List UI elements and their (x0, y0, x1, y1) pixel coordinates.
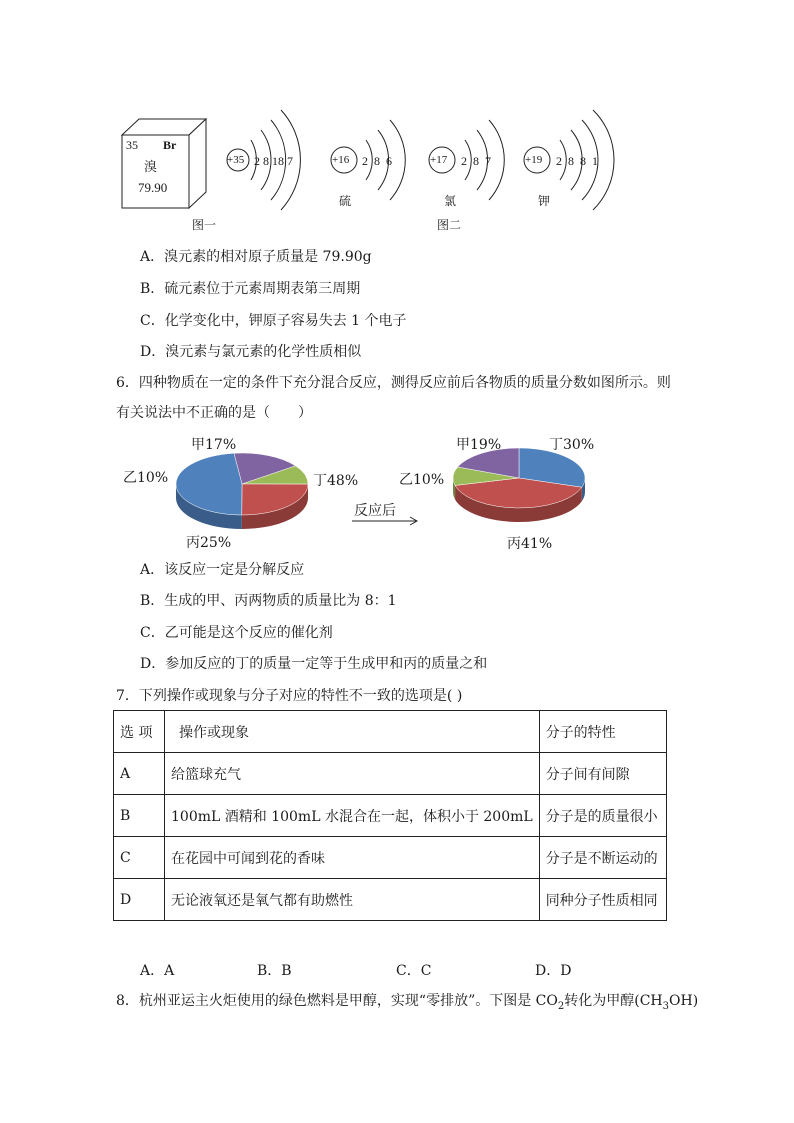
table-cell: 分子是的质量很小 (539, 795, 666, 837)
nucleus-br: +35 (227, 154, 245, 166)
table-header: 选 项 (114, 711, 165, 753)
table-row (114, 837, 667, 879)
label-chlorine: 氯 (444, 194, 457, 208)
table-cell: D (114, 879, 165, 921)
nucleus-k: +19 (525, 154, 543, 166)
shells-cl: 2 8 7 (461, 154, 491, 168)
q6-stem-line1: 6．四种物质在一定的条件下充分混合反应，测得反应前后各物质的质量分数如图所示。则 (116, 375, 671, 391)
pie1-label-ding: 丁48% (313, 473, 359, 489)
table-header: 分子的特性 (539, 711, 666, 753)
table-row (114, 879, 667, 921)
shells-k: 2 8 8 1 (556, 154, 598, 168)
atomic-number: 35 (126, 138, 138, 152)
table-row (114, 753, 667, 795)
q7-table (113, 710, 667, 921)
pie2-label-jia: 甲19% (456, 437, 502, 453)
table-cell: C (114, 837, 165, 879)
q5-option-d: D．溴元素与氯元素的化学性质相似 (140, 344, 362, 360)
label-sulfur: 硫 (339, 194, 352, 208)
q8-sub-ch3: 3 (662, 1000, 670, 1012)
q8-stem-text3: OH) (669, 993, 699, 1009)
q5-option-a: A．溴元素的相对原子质量是 79.90g (140, 249, 372, 265)
q7-stem: 7．下列操作或现象与分子对应的特性不一致的选项是( ) (116, 688, 463, 704)
table-cell: 同种分子性质相同 (539, 879, 666, 921)
element-symbol: Br (163, 138, 177, 152)
q7-answer-b: B．B (257, 963, 292, 979)
table-cell: B (114, 795, 165, 837)
reaction-arrow-icon (350, 516, 422, 526)
pie2-label-bing: 丙41% (507, 536, 553, 552)
q5-option-b: B．硫元素位于元素周期表第三周期 (140, 281, 361, 297)
q6-stem-line2: 有关说法中不正确的是（ ） (116, 405, 312, 421)
shells-br: 2 8 18 7 (254, 154, 293, 168)
table-header: 操作或现象 (165, 711, 540, 753)
q6-option-a: A．该反应一定是分解反应 (140, 562, 305, 578)
q6-option-d: D．参加反应的丁的质量一定等于生成甲和丙的质量之和 (140, 656, 488, 672)
table-cell: 100mL 酒精和 100mL 水混合在一起，体积小于 200mL (165, 795, 540, 837)
q8-stem (116, 991, 698, 1017)
q7-answer-c: C．C (396, 963, 432, 979)
q6-option-c: C．乙可能是这个反应的催化剂 (140, 625, 333, 641)
q8-stem-text2: 转化为甲醇(CH (564, 993, 663, 1009)
figure2-caption: 图二 (437, 218, 462, 232)
label-potassium: 钾 (538, 194, 551, 208)
table-cell: 在花园中可闻到花的香味 (165, 837, 540, 879)
shells-s: 2 8 6 (362, 154, 392, 168)
table-cell: 分子间有间隙 (539, 753, 666, 795)
table-cell: 无论液氧还是氧气都有助燃性 (165, 879, 540, 921)
nucleus-cl: +17 (430, 154, 448, 166)
q6-option-b: B．生成的甲、丙两物质的质量比为 8：1 (140, 593, 397, 609)
pie1-label-jia: 甲17% (191, 437, 237, 453)
table-row (114, 795, 667, 837)
atomic-mass: 79.90 (138, 180, 168, 195)
q5-option-c: C．化学变化中，钾原子容易失去 1 个电子 (140, 313, 407, 329)
figure1-caption: 图一 (192, 218, 217, 232)
table-cell: 分子是不断运动的 (539, 837, 666, 879)
element-name: 溴 (144, 160, 158, 175)
q8-sub-co2: 2 (557, 1000, 565, 1012)
q7-answer-a: A．A (140, 963, 175, 979)
nucleus-s: +16 (332, 154, 350, 166)
pie2-label-ding: 丁30% (549, 437, 595, 453)
table-header-row (114, 711, 667, 753)
pie2-label-yi: 乙10% (399, 472, 445, 488)
q7-answer-d: D．D (535, 963, 572, 979)
pie1-label-bing: 丙25% (186, 535, 232, 551)
pie-charts (0, 0, 794, 560)
table-cell: 给篮球充气 (165, 753, 540, 795)
table-cell: A (114, 753, 165, 795)
reaction-arrow-label: 反应后 (354, 503, 396, 519)
pie1-label-yi: 乙10% (123, 470, 169, 486)
q8-stem-text: 8．杭州亚运主火炬使用的绿色燃料是甲醇，实现“零排放”。下图是 CO (116, 993, 558, 1009)
